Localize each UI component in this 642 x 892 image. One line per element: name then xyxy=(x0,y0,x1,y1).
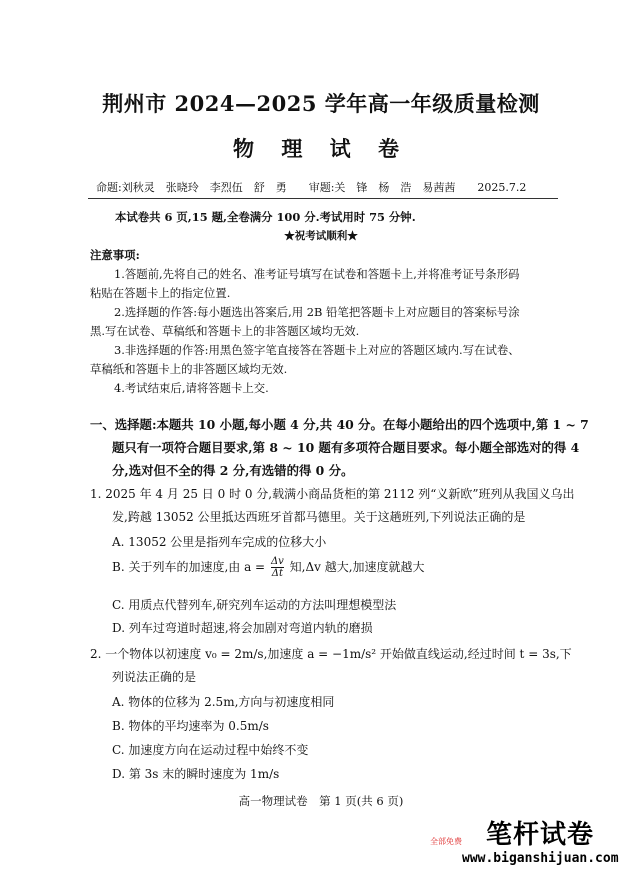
notes-heading: 注意事项: xyxy=(90,248,140,262)
exam-info: 本试卷共 6 页,15 题,全卷满分 100 分.考试用时 75 分钟. xyxy=(115,210,416,224)
watermark-logo: 笔杆试卷 xyxy=(486,820,595,850)
exam-subtitle: 物 理 试 卷 xyxy=(233,136,409,161)
q1-option-b-text: B. 关于列车的加速度,由 a = xyxy=(112,560,266,574)
note-line: 1.答题前,先将自己的姓名、准考证号填写在试卷和答题卡上,并将准考证号条形码 xyxy=(114,267,520,281)
section-heading: 分,选对但不全的得 2 分,有选错的得 0 分。 xyxy=(112,463,354,478)
q2-option-d: D. 第 3s 末的瞬时速度为 1m/s xyxy=(112,767,280,781)
q2-option-a: A. 物体的位移为 2.5m,方向与初速度相同 xyxy=(112,695,335,709)
q1-stem: 发,跨越 13052 公里抵达西班牙首都马德里。关于这趟班列,下列说法正确的是 xyxy=(112,510,526,524)
note-line: 2.选择题的作答:每小题选出答案后,用 2B 铅笔把答题卡上对应题目的答案标号涂 xyxy=(114,305,520,319)
note-line: 粘贴在答题卡上的指定位置. xyxy=(90,286,231,300)
q2-option-c: C. 加速度方向在运动过程中始终不变 xyxy=(112,743,309,757)
delta-fraction xyxy=(271,556,284,579)
q2-stem: 2. 一个物体以初速度 v₀ = 2m/s,加速度 a = −1m/s² 开始做直线运动,经过时间 t = 3s,下 xyxy=(90,647,572,661)
watermark-tag: 全部免费 xyxy=(430,837,462,846)
authors-line: 命题:刘秋灵 张晓玲 李烈伍 舒 勇 审题:关 锋 杨 浩 易茜茜 2025.7.2 xyxy=(96,181,527,194)
q1-stem: 1. 2025 年 4 月 25 日 0 时 0 分,载满小商品货柜的第 2112 列“义新欧”班列从我国义乌出 xyxy=(90,487,575,501)
header-divider xyxy=(88,198,558,199)
note-line: 草稿纸和答题卡上的非答题区域均无效. xyxy=(90,362,288,376)
good-luck-banner: ★祝考试顺利★ xyxy=(284,230,358,242)
section-heading: 一、选择题:本题共 10 小题,每小题 4 分,共 40 分。在每小题给出的四个选项中,第 1 ~ 7 xyxy=(90,417,589,432)
note-line: 3.非选择题的作答:用黑色签字笔直接答在答题卡上对应的答题区域内.写在试卷、 xyxy=(114,343,520,357)
fraction-denominator: Δt xyxy=(271,568,283,579)
section-heading: 题只有一项符合题目要求,第 8 ~ 10 题有多项符合题目要求。每小题全部选对的得 4 xyxy=(112,440,580,455)
fraction-numerator: Δv xyxy=(270,556,284,567)
q1-option-b xyxy=(112,556,425,579)
note-line: 4.考试结束后,请将答题卡上交. xyxy=(114,381,269,395)
watermark-url[interactable]: www.biganshijuan.com xyxy=(462,851,619,866)
q2-option-b: B. 物体的平均速率为 0.5m/s xyxy=(112,719,269,733)
note-line: 黑.写在试卷、草稿纸和答题卡上的非答题区域均无效. xyxy=(90,324,360,338)
exam-title: 荆州市 2024—2025 学年高一年级质量检测 xyxy=(102,91,540,116)
q1-option-d: D. 列车过弯道时超速,将会加剧对弯道内轨的磨损 xyxy=(112,621,373,635)
page-footer: 高一物理试卷 第 1 页(共 6 页) xyxy=(238,794,404,808)
q2-stem: 列说法正确的是 xyxy=(112,670,197,684)
q1-option-b-text: 知,Δv 越大,加速度就越大 xyxy=(289,560,425,574)
q1-option-c: C. 用质点代替列车,研究列车运动的方法叫理想模型法 xyxy=(112,598,397,612)
q1-option-a: A. 13052 公里是指列车完成的位移大小 xyxy=(112,535,327,549)
